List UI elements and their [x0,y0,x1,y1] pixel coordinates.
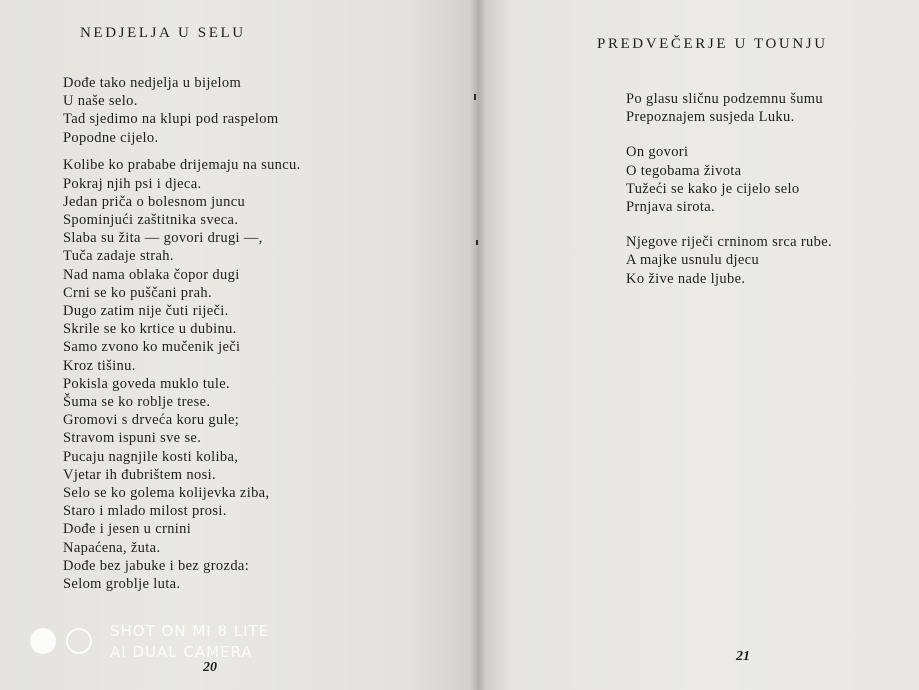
poem-line: Kolibe ko prababe drijemaju na suncu. [63,157,301,174]
poem-line: Kroz tišinu. [63,357,136,374]
stanza [63,74,463,147]
camera-watermark [30,620,290,666]
poem-line: Staro i mlado milost prosi. [63,503,227,520]
stanza [63,448,463,521]
stanza [626,233,906,288]
poem-line: Slaba su žita — govori drugi —, [63,230,263,247]
stanza [63,375,463,448]
stanza [626,143,906,216]
poem-line: Po glasu sličnu podzemnu šumu [626,91,824,107]
poem-line: Ko žive nade ljube. [626,270,746,287]
poem-line: Dođe bez jabuke i bez grozda: [63,557,250,574]
poem-line: Prnjava sirota. [626,199,716,216]
poem-line: Spominjući zaštitnika sveca. [63,211,239,228]
poem-line: Šuma se ko roblje trese. [63,393,211,410]
poem-line: Stravom ispuni sve se. [63,430,202,447]
stanza [63,302,463,375]
binding-mark [474,94,476,100]
right-page-number: 21 [736,649,750,664]
poem-line: Tuča zadaje strah. [63,248,174,265]
watermark-dot-icon [30,628,56,654]
right-page-title: PREDVEČERJE U TOUNJU [597,36,828,52]
poem-line: Dugo zatim nije čuti riječi. [63,302,229,319]
poem-line: Samo zvono ko mučenik ječi [63,339,241,356]
poem-line: A majke usnulu djecu [626,252,760,269]
poem-line: Tad sjedimo na klupi pod raspelom [63,111,279,128]
left-poem [63,74,463,593]
poem-line: Crni se ko puščani prah. [63,284,212,301]
poem-line: Tužeći se kako je cijelo selo [626,180,800,197]
binding-mark [476,240,478,245]
poem-line: Jedan priča o bolesnom juncu [63,193,246,210]
stanza [63,156,463,229]
poem-line: Popodne cijelo. [63,129,159,146]
stanza [626,90,906,126]
poem-line: Dođe tako nedjelja u bijelom [63,75,242,91]
stanza [63,229,463,302]
poem-line: Pucaju nagnjile kosti koliba, [63,448,239,465]
watermark-line-1: SHOT ON MI 8 LITE [110,622,270,640]
poem-line: Gromovi s drveća koru gule; [63,412,240,429]
poem-line: Njegove riječi crninom srca rube. [626,234,833,251]
right-page [478,0,919,690]
poem-line: Skrile se ko krtice u dubinu. [63,321,237,338]
stanza [63,520,463,593]
left-page-number: 20 [203,660,217,675]
poem-line: Napaćena, žuta. [63,539,161,556]
poem-line: Prepoznajem susjeda Luku. [626,109,795,126]
right-poem [626,90,906,305]
poem-line: Selo se ko golema kolijevka ziba, [63,484,270,501]
watermark-line-2: AI DUAL CAMERA [110,643,253,661]
poem-line: U naše selo. [63,93,138,110]
poem-line: On govori [626,144,689,161]
poem-line: Pokraj njih psi i djeca. [63,175,202,192]
watermark-ring-icon [66,628,92,654]
poem-line: Pokisla goveda muklo tule. [63,375,230,392]
left-page-title: NEDJELJA U SELU [80,25,246,41]
book-gutter [470,0,486,690]
poem-line: Vjetar ih đubrištem nosi. [63,466,216,483]
poem-line: O tegobama života [626,162,742,179]
poem-line: Nad nama oblaka čopor dugi [63,266,240,283]
poem-line: Selom groblje luta. [63,575,181,592]
poem-line: Dođe i jesen u crnini [63,521,192,538]
